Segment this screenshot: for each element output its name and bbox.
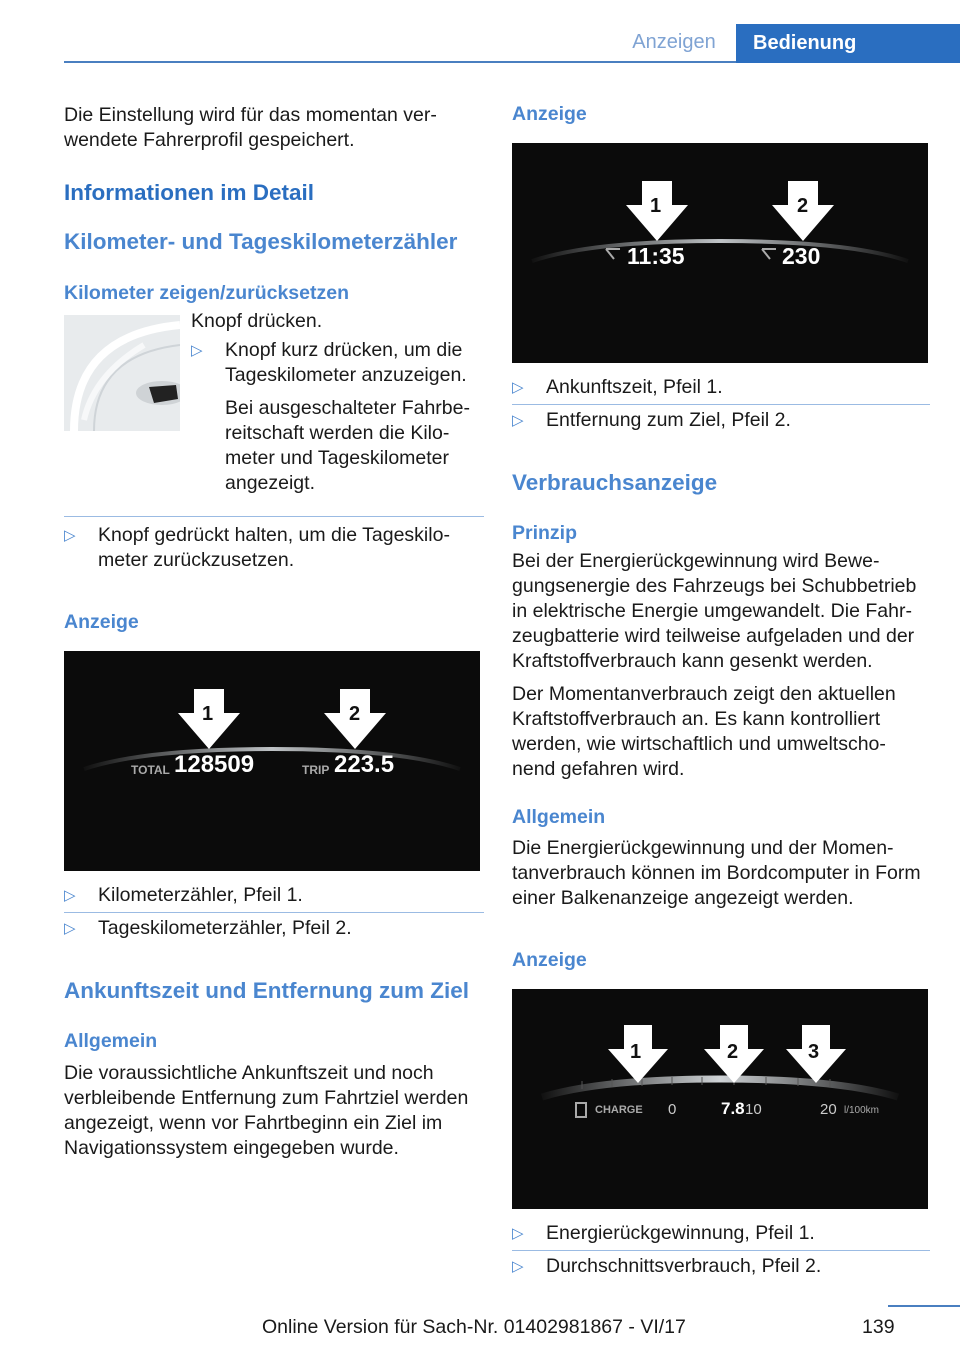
heading-prinzip: Prinzip <box>512 522 578 544</box>
bullet-triangle-icon: ▷ <box>64 920 76 937</box>
bullet-triangle-icon: ▷ <box>512 412 524 429</box>
bullet-separator <box>512 404 930 405</box>
online-version-note: Online Version für Sach-Nr. 01402981867 - VI/17 <box>262 1316 686 1338</box>
arrow-label-1: 1 <box>650 195 662 217</box>
bullet-distance: ▷ Entfernung zum Ziel, Pfeil 2. <box>512 409 791 431</box>
bullet-triangle-icon: ▷ <box>64 887 76 904</box>
bullet-triangle-icon: ▷ <box>64 527 76 544</box>
odometer-display-image <box>64 651 480 871</box>
bullet-knob-short: ▷ Knopf kurz drücken, um die Tageskilometer anzuzeigen. <box>191 339 467 386</box>
distance-value: 230 <box>782 243 821 269</box>
average-consumption-value: 7.8 <box>721 1099 745 1118</box>
heading-kilometer: Kilometer- und Tageskilometerzähler <box>64 229 458 254</box>
bullet-separator <box>512 1250 930 1251</box>
bullet-triangle-icon: ▷ <box>191 342 203 359</box>
arrival-display-image <box>512 143 928 363</box>
heading-verbrauch: Verbrauchsanzeige <box>512 470 718 495</box>
momentan-text: Der Momentanverbrauch zeigt den aktuellen Kraftstoffverbrauch an. Es kann kontrolliert werden, wie wirtschaftlich und umweltscho-nend gefahren wird. <box>512 683 896 780</box>
total-label: TOTAL <box>131 763 170 777</box>
heading-anzeige-3: Anzeige <box>512 949 587 971</box>
bullet-separator <box>64 516 484 517</box>
bullet-separator <box>64 912 484 913</box>
prinzip-text: Bei der Energierückgewinnung wird Bewe-gungsenergie des Fahrzeugs bei Schubbetrieb in elektrische Energie umgewandelt. Die Fahr-zeugbatterie wird teilweise aufgeladen und der Kraftstoffverbrauch kann gesenkt werden. <box>512 550 917 672</box>
knob-image <box>64 315 180 431</box>
arrow-label-2: 2 <box>797 195 809 217</box>
bullet-trip: ▷ Tageskilometerzähler, Pfeil 2. <box>64 917 352 939</box>
footer-rule <box>888 1305 960 1307</box>
heading-kilometer-reset: Kilometer zeigen/zurücksetzen <box>64 282 349 304</box>
allgemein-text: Die Energierückgewinnung und der Momen-tanverbrauch können im Bordcomputer in Form einer Balkenanzeige angezeigt werden. <box>512 837 921 909</box>
charge-label: CHARGE <box>595 1104 643 1116</box>
bullet-energy: ▷ Energierückgewinnung, Pfeil 1. <box>512 1222 815 1244</box>
unit-label: l/100km <box>844 1105 880 1116</box>
scale-tick-0: 0 <box>668 1101 677 1118</box>
arrival-time-value: 11:35 <box>627 243 685 269</box>
header-tab-anzeigen[interactable]: Anzeigen <box>632 31 716 53</box>
trip-value: 223.5 <box>334 751 395 778</box>
heading-ankunftszeit: Ankunftszeit und Entfernung zum Ziel <box>64 978 469 1003</box>
header-tab-bedienung[interactable]: Bedienung <box>736 24 960 63</box>
arrow-label-1: 1 <box>630 1041 642 1063</box>
total-value: 128509 <box>174 751 255 778</box>
ankunft-text: Die voraussichtliche Ankunftszeit und noch verbleibende Entfernung zum Fahrtziel werden angezeigt, wenn vor Fahrtbeginn ein Ziel im Navigationssystem eingegeben wurde. <box>64 1062 469 1159</box>
arrow-label-3: 3 <box>808 1041 820 1063</box>
arrow-label-2: 2 <box>727 1041 739 1063</box>
bullet-odometer: ▷ Kilometerzähler, Pfeil 1. <box>64 884 303 906</box>
heading-info-detail: Informationen im Detail <box>64 180 315 205</box>
bullet-arrival: ▷ Ankunftszeit, Pfeil 1. <box>512 376 723 398</box>
bullet-triangle-icon: ▷ <box>512 1225 524 1242</box>
page-number: 139 <box>862 1316 895 1338</box>
heading-allgemein-1: Allgemein <box>64 1030 158 1052</box>
left-column <box>64 103 484 1161</box>
scale-tick-10: 10 <box>745 1101 762 1118</box>
scale-tick-20: 20 <box>820 1101 837 1118</box>
bullet-triangle-icon: ▷ <box>512 1258 524 1275</box>
bullet-average: ▷ Durchschnittsverbrauch, Pfeil 2. <box>512 1255 822 1277</box>
right-column <box>512 103 930 1279</box>
trip-label: TRIP <box>302 763 330 777</box>
bullet-triangle-icon: ▷ <box>512 379 524 396</box>
bullet-knob-note: Bei ausgeschalteter Fahrbe-reitschaft werden die Kilo-meter und Tageskilometer angezeigt. <box>225 397 470 494</box>
knob-text: Knopf drücken. <box>191 310 323 332</box>
arrow-label-2: 2 <box>349 703 361 725</box>
heading-anzeige-1: Anzeige <box>64 611 139 633</box>
consumption-display-image <box>512 989 928 1209</box>
bullet-knob-hold: ▷ Knopf gedrückt halten, um die Tageskilo-meter zurückzusetzen. <box>64 524 450 571</box>
heading-anzeige-2: Anzeige <box>512 103 587 125</box>
arrow-label-1: 1 <box>202 703 214 725</box>
intro-text: Die Einstellung wird für das momentan ver-wendete Fahrerprofil gespeichert. <box>64 104 437 151</box>
heading-allgemein-2: Allgemein <box>512 806 606 828</box>
